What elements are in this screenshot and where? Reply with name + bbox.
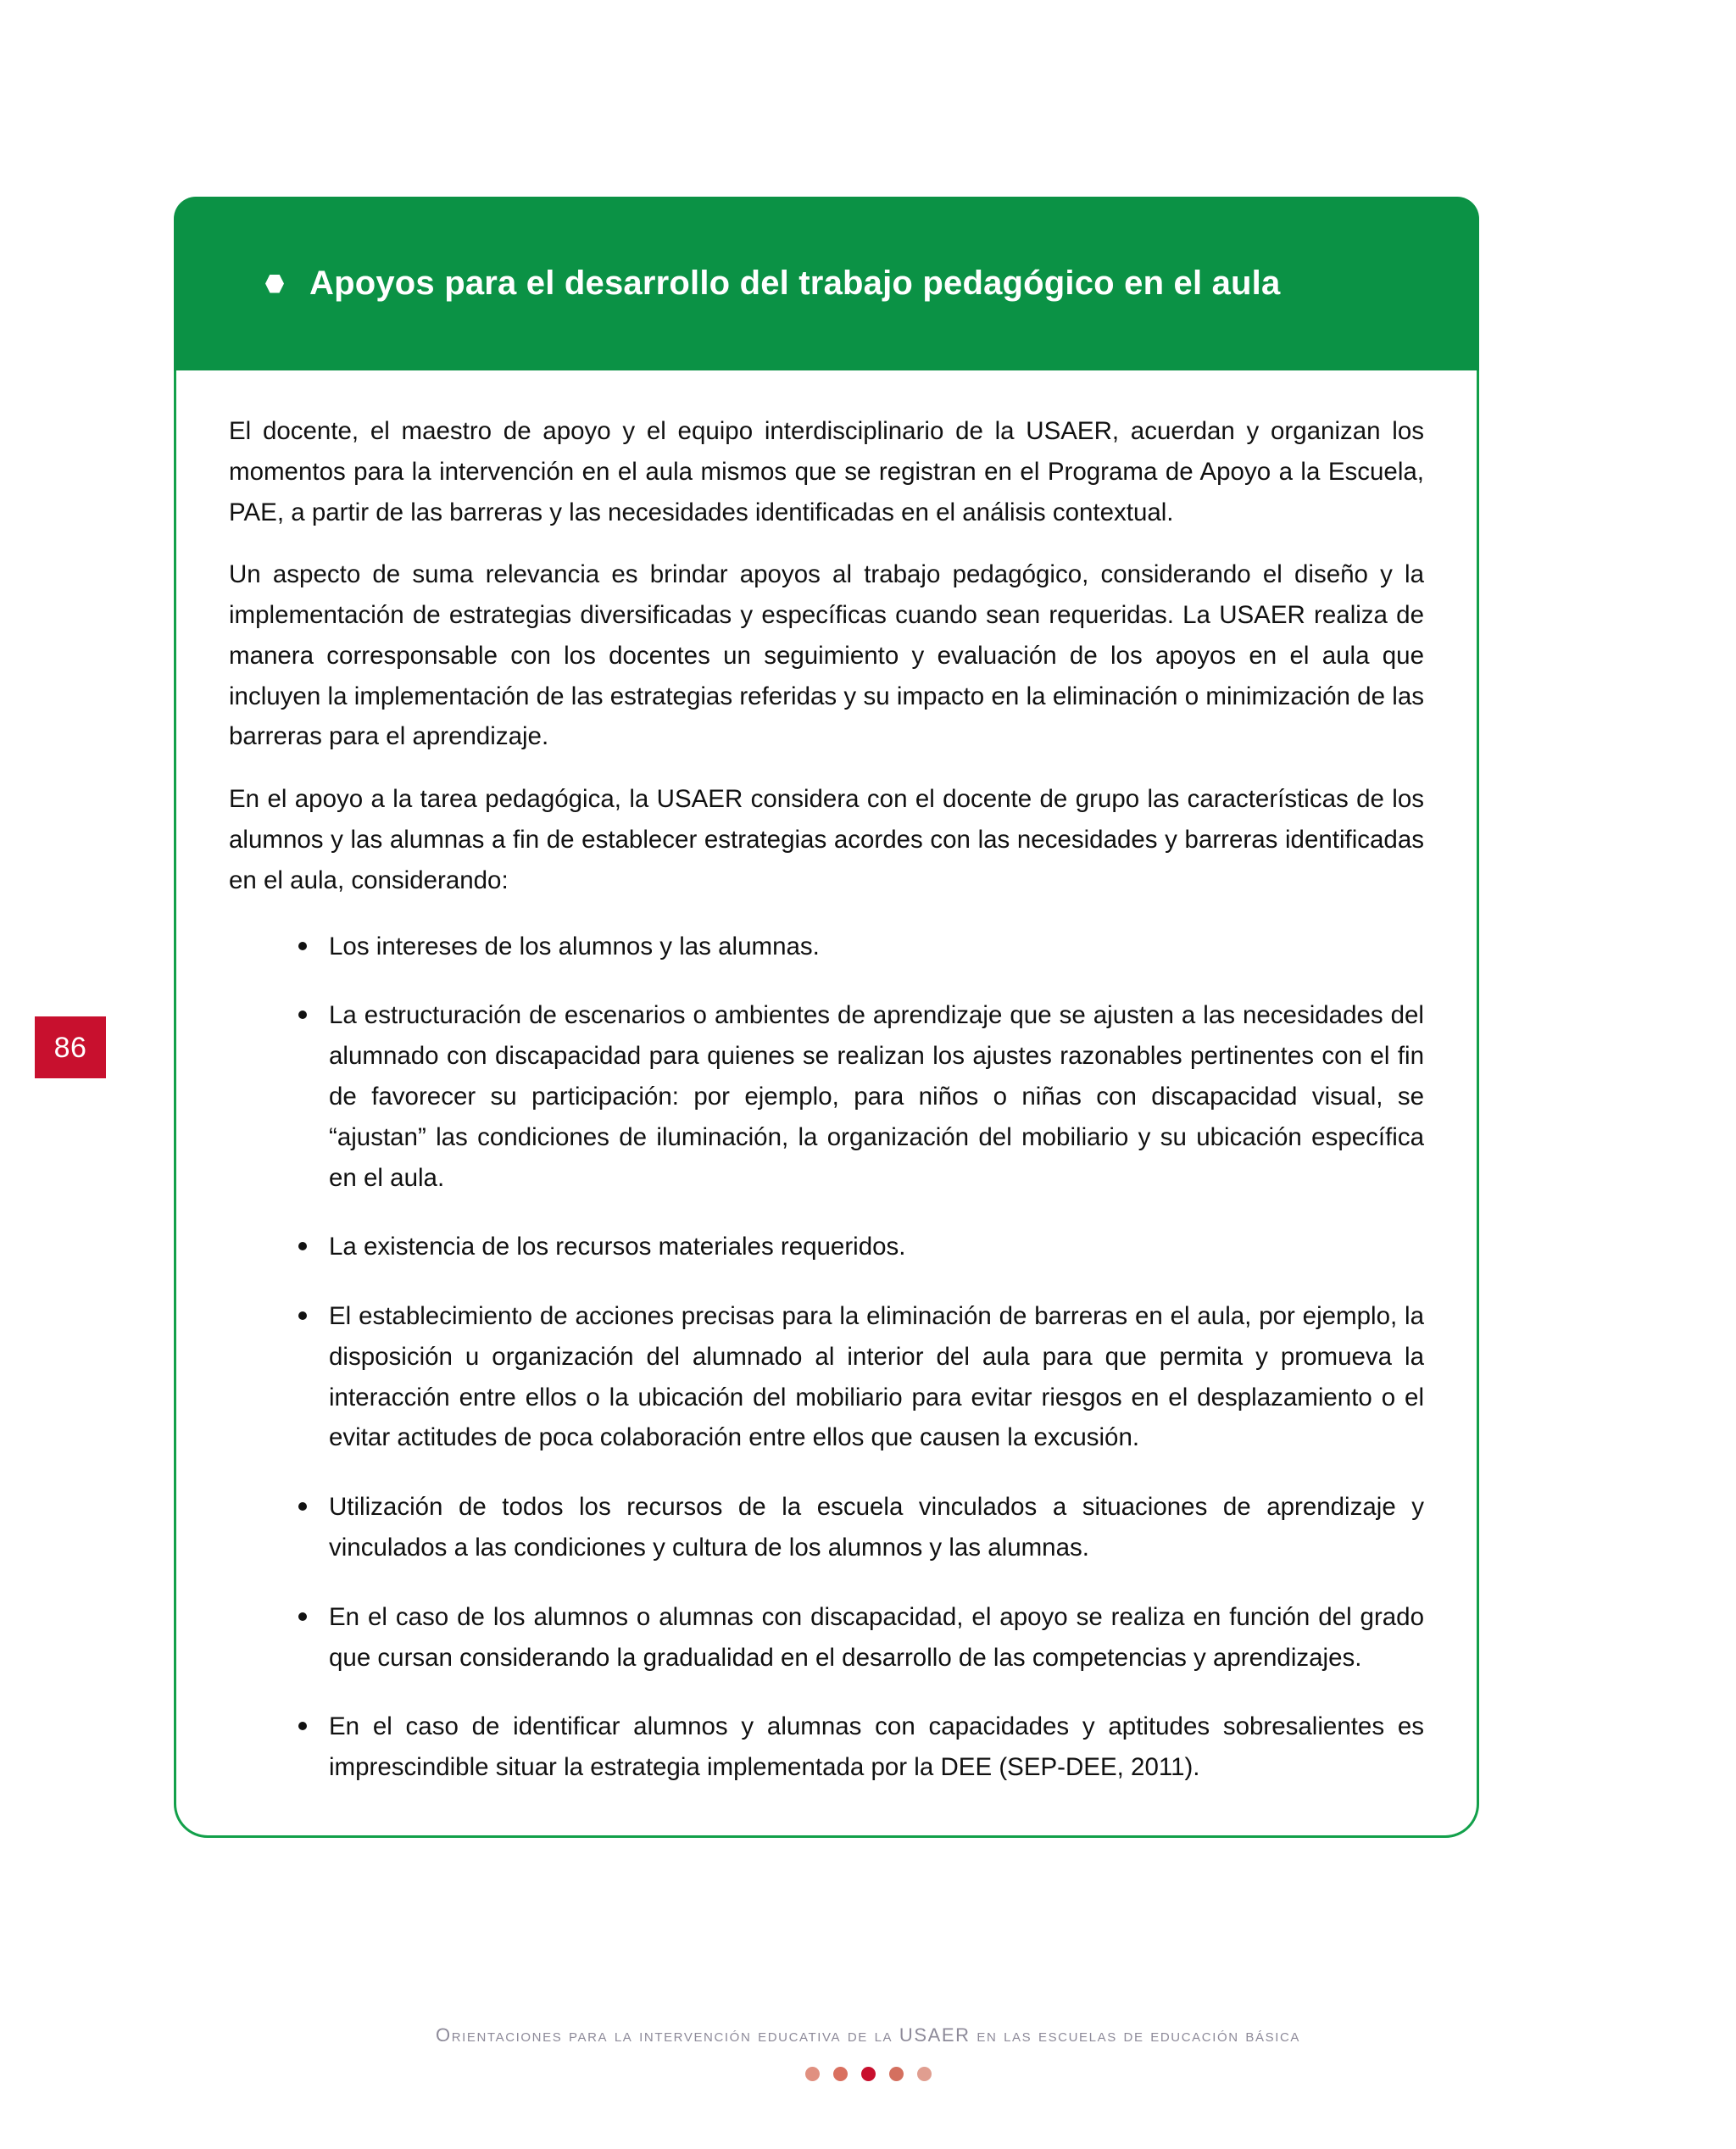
paragraph: Un aspecto de suma relevancia es brindar apoyos al trabajo pedagógico, considerando el diseño y la implementación de estrategias diversificadas y específicas cuando sean requeridas. La USAER realiza de manera corresponsable con los docentes un seguimiento y evaluación de los apoyos en el aula que incluyen la implementación de las estrategias referidas y su impacto en la eliminación o minimización de las barreras para el aprendizaje. [229, 560, 1424, 751]
bullet-dot-icon [298, 1311, 307, 1320]
paragraph: En el apoyo a la tarea pedagógica, la USAER considera con el docente de grupo las características de los alumnos y las alumnas a fin de establecer estrategias acordes con las necesidades y barreras identificadas en el aula, considerando: [229, 785, 1424, 894]
list-item-text: Los intereses de los alumnos y las alumnas. [329, 932, 820, 960]
list-item-text: En el caso de los alumnos o alumnas con discapacidad, el apoyo se realiza en función del grado que cursan considerando la gradualidad en el desarrollo de las competencias y aprendizajes. [329, 1602, 1424, 1672]
bullet-list [229, 927, 1424, 1788]
paragraph: El docente, el maestro de apoyo y el equipo interdisciplinario de la USAER, acuerdan y organizan los momentos para la intervención en el aula mismos que se registran en el Programa de Apoyo a la Escuela, PAE, a partir de las barreras y las necesidades identificadas en el análisis contextual. [229, 417, 1424, 526]
list-item-text: La estructuración de escenarios o ambientes de aprendizaje que se ajusten a las necesidades del alumnado con discapacidad para quienes se realizan los ajustes razonables pertinentes con el fin de favorecer su participación: por ejemplo, para niños o niñas con discapacidad visual, se “ajustan” las condiciones de iluminación, la organización del mobiliario y su ubicación específica en el aula. [329, 1001, 1424, 1192]
list-item [295, 1597, 1424, 1679]
ornament-dot-icon [889, 2067, 904, 2081]
content-card [174, 197, 1479, 1838]
list-item [295, 995, 1424, 1198]
list-item [295, 927, 1424, 967]
bullet-dot-icon [298, 942, 307, 950]
list-item-text: La existencia de los recursos materiales requeridos. [329, 1233, 906, 1261]
bullet-dot-icon [298, 1502, 307, 1511]
bullet-dot-icon [298, 1612, 307, 1621]
list-item [295, 1487, 1424, 1568]
ornament-dot-icon [917, 2067, 932, 2081]
page-number-badge [35, 1016, 106, 1078]
ornament-dot-icon [833, 2067, 848, 2081]
footer-title: Orientaciones para la intervención educativa de la USAER en las escuelas de educación básica [435, 2024, 1300, 2046]
list-item-text: En el caso de identificar alumnos y alumnas con capacidades y aptitudes sobresalientes es imprescindible situar la estrategia implementada por la DEE (SEP-DEE, 2011). [329, 1712, 1424, 1782]
bullet-dot-icon [298, 1722, 307, 1730]
ornament-dot-icon [805, 2067, 820, 2081]
page-number-value: 86 [53, 1031, 87, 1064]
section-header [174, 197, 1479, 370]
list-item [295, 1296, 1424, 1458]
hexagon-bullet-icon [265, 275, 284, 293]
section-title: Apoyos para el desarrollo del trabajo pedagógico en el aula [309, 264, 1281, 302]
list-item-text: Utilización de todos los recursos de la escuela vinculados a situaciones de aprendizaje y vinculados a las condiciones y cultura de los alumnos y las alumnas. [329, 1493, 1424, 1562]
list-item [295, 1706, 1424, 1788]
footer-dot-ornament [0, 2067, 1736, 2081]
list-item [295, 1227, 1424, 1267]
list-item-text: El establecimiento de acciones precisas para la eliminación de barreras en el aula, por ejemplo, la disposición u organización del alumnado al interior del aula para que permita y promueva la interacción entre ellos o la ubicación del mobiliario para evitar riesgos en el desplazamiento o el evitar actitudes de poca colaboración entre ellos que causen la excusión. [329, 1302, 1424, 1452]
bullet-dot-icon [298, 1010, 307, 1019]
ornament-dot-icon [861, 2067, 876, 2081]
bullet-dot-icon [298, 1242, 307, 1250]
page-footer [0, 2024, 1736, 2081]
section-body [174, 370, 1479, 1838]
